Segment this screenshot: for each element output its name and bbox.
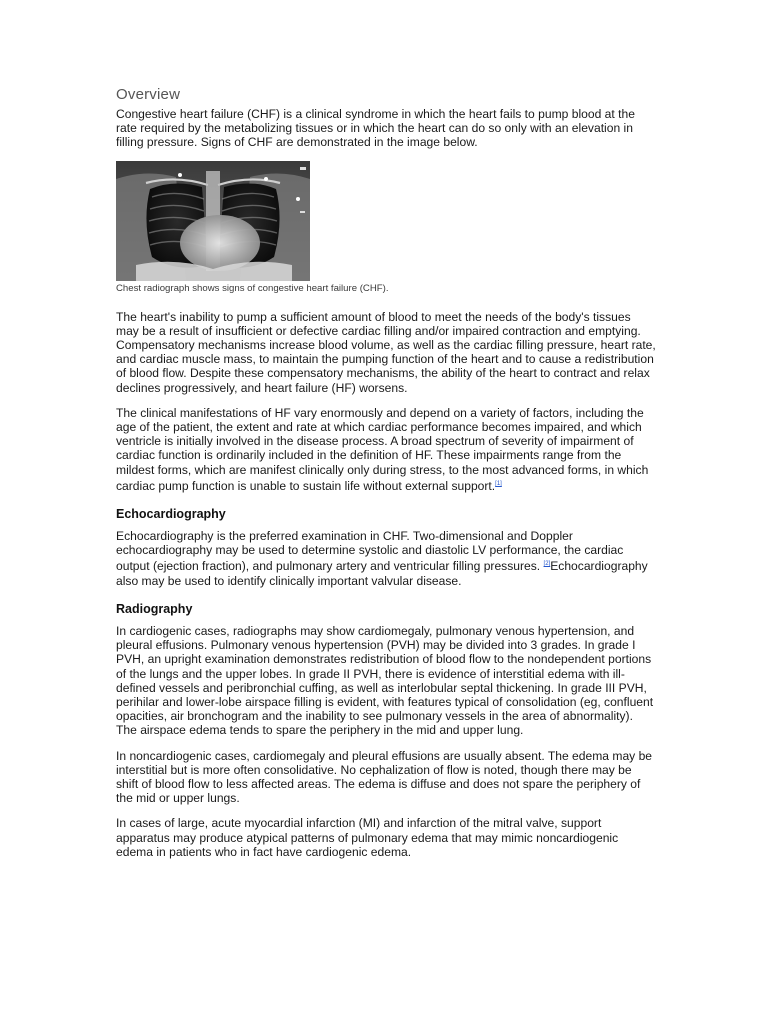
overview-heading: Overview	[116, 86, 181, 103]
clinical-text: The clinical manifestations of HF vary enormously and depend on a variety of factors, including the age of the patient, the extent and rate at which cardiac performance becomes impaired, and which ventricle is initially involved in the disease process. A broad spectrum of severity of impairment of cardiac function is ordinarily included in the definition of HF. These impairments range from the mildest forms, which are manifest clinically only during stress, to the most advanced forms, in which cardiac pump function is unable to sustain life without external support.	[116, 405, 649, 493]
radiography-paragraph-3: In cases of large, acute myocardial infarction (MI) and infarction of the mitral valve, support apparatus may produce atypical patterns of pulmonary edema that may mimic noncardiogenic edema in patients who in fact have cardiogenic edema.	[116, 816, 619, 859]
figure-caption: Chest radiograph shows signs of congestive heart failure (CHF).	[116, 282, 389, 294]
document-page	[116, 86, 656, 871]
figure	[116, 161, 656, 294]
radiography-paragraph-2: In noncardiogenic cases, cardiomegaly and pleural effusions are usually absent. The edema may be interstitial but is more often consolidative. No cephalization of flow is noted, though there may be shift of blood flow to less affected areas. The edema is diffuse and does not spare the periphery of the mid or upper lungs.	[116, 748, 653, 806]
echo-text-a: Echocardiography is the preferred examination in CHF. Two-dimensional and Doppler echocardiography may be used to determine systolic and diastolic LV performance, the cardiac output (ejection fraction), and pulmonary artery and ventricular filling pressures.	[116, 529, 624, 574]
echocardiography-paragraph	[116, 529, 656, 588]
reference-link-1[interactable]: [1]	[495, 480, 502, 487]
chest-radiograph-image[interactable]	[116, 161, 310, 281]
reference-link-2[interactable]: [2]	[543, 561, 551, 568]
radiography-heading: Radiography	[116, 601, 193, 616]
radiography-paragraph-1: In cardiogenic cases, radiographs may show cardiomegaly, pulmonary venous hypertension, and pleural effusions. Pulmonary venous hypertension (PVH) may be divided into 3 grades. In grade I PVH, an upright examination demonstrates redistribution of blood flow to the nondependent portions of the lungs and the upper lobes. In grade II PVH, there is evidence of interstitial edema with ill-defined vessels and peribronchial cuffing, as well as interlobular septal thickening. In grade III PVH, perihilar and lower-lobe airspace filling is evident, with features typical of consolidation (eg, confluent opacities, air bronchogram and the inability to see pulmonary vessels in the area of abnormality). The airspace edema tends to spare the periphery in the mid and upper lung.	[116, 623, 654, 738]
echo-text-b: Echocardiography also may be used to identify clinically important valvular disease.	[116, 559, 648, 588]
clinical-manifestations-paragraph	[116, 406, 656, 493]
heart-inability-paragraph: The heart's inability to pump a sufficient amount of blood to meet the needs of the body's tissues may be a result of insufficient or defective cardiac filling and/or impaired contraction and emptying. Compensatory mechanisms increase blood volume, as well as the cardiac filling pressure, heart rate, and cardiac muscle mass, to maintain the pumping function of the heart and to cause a redistribution of blood flow. Despite these compensatory mechanisms, the ability of the heart to contract and relax declines progressively, and heart failure (HF) worsens.	[116, 309, 656, 395]
intro-paragraph: Congestive heart failure (CHF) is a clinical syndrome in which the heart fails to pump blood at the rate required by the metabolizing tissues or in which the heart can do so only with an elevation in filling pressure. Signs of CHF are demonstrated in the image below.	[116, 107, 635, 150]
echocardiography-heading: Echocardiography	[116, 507, 226, 522]
